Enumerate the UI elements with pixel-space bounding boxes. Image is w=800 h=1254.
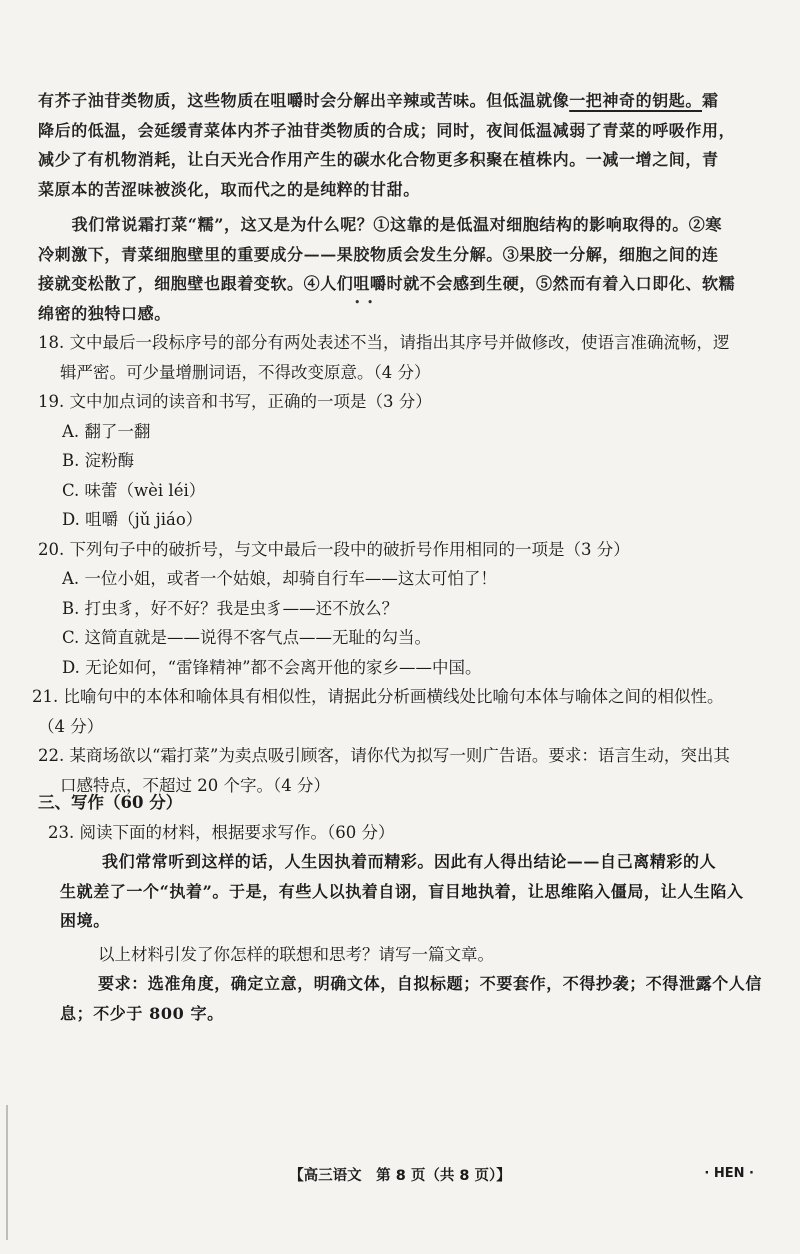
question-21 <box>32 682 770 741</box>
passage-line: 菜原本的苦涩味被淡化，取而代之的是纯粹的甘甜。 <box>38 179 420 199</box>
option: D. 无论如何，“雷锋精神”都不会离开他的家乡——中国。 <box>62 657 482 677</box>
question-20 <box>38 535 770 683</box>
exam-code: · HEN · <box>704 1166 754 1181</box>
writing-prompt: 以上材料引发了你怎样的联想和思考？请写一篇文章。 <box>98 944 494 964</box>
questions-section <box>32 328 770 800</box>
requirement-line: 息；不少于 800 字。 <box>60 1003 224 1023</box>
option: A. 翻了一翻 <box>62 421 151 441</box>
passage-line: 绵密的独特口感。 <box>38 303 171 323</box>
option: C. 这简直就是——说得不客气点——无耻的勾当。 <box>62 628 432 647</box>
material-line: 困境。 <box>60 911 110 930</box>
passage-line <box>38 269 770 299</box>
dotted-word: 咀嚼 • • <box>353 274 386 293</box>
question-text: 20. 下列句子中的破折号，与文中最后一段中的破折号作用相同的一项是（3 分） <box>38 539 630 559</box>
writing-section <box>38 788 770 1028</box>
passage-line: 冷刺激下，青菜细胞壁里的重要成分——果胶物质会发生分解。③果胶一分解，细胞之间的连 <box>38 244 719 264</box>
reading-passage <box>38 86 770 328</box>
writing-requirements <box>38 969 770 1028</box>
passage-text: 接就变松散了，细胞壁也跟着变软。④人们 <box>38 274 354 293</box>
option: D. 咀嚼（jǔ jiáo） <box>62 510 203 529</box>
question-text: 21. 比喻句中的本体和喻体具有相似性，请据此分析画横线处比喻句本体与喻体之间的相似性。 <box>32 687 724 706</box>
option: B. 打虫豸，好不好？我是虫豸——还不放么？ <box>62 598 399 618</box>
material-line: 我们常常听到这样的话，人生因执着而精彩。因此有人得出结论——自己离精彩的人 <box>102 852 717 871</box>
underlined-metaphor: 一把神奇的钥匙。 <box>569 91 703 110</box>
question-text: 口感特点，不超过 20 个字。（4 分） <box>60 775 330 795</box>
section-title: 三、写作（60 分） <box>38 793 183 812</box>
option: B. 淀粉酶 <box>62 451 135 470</box>
question-text: （4 分） <box>38 716 104 736</box>
question-text: 22. 某商场欲以“霜打菜”为卖点吸引顾客，请你代为拟写一则广告语。要求：语言生动，突出其 <box>38 746 730 765</box>
question-text: 19. 文中加点词的读音和书写，正确的一项是（3 分） <box>38 392 432 411</box>
passage-text: 霜 <box>702 91 719 110</box>
option: C. 味蕾（wèi léi） <box>62 480 206 500</box>
requirement-line: 要求：选准角度，确定立意，明确文体，自拟标题；不要套作，不得抄袭；不得泄露个人信 <box>98 974 763 993</box>
option: A. 一位小姐，或者一个姑娘，却骑自行车——这太可怕了！ <box>62 569 497 588</box>
question-23: 23. 阅读下面的材料，根据要求写作。（60 分） <box>48 822 395 842</box>
passage-text: 时就不会感到生硬，⑤然而有着入口即化、软糯 <box>386 274 736 293</box>
material-line: 生就差了一个“执着”。于是，有些人以执着自诩，盲目地执着，让思维陷入僵局，让人生陷入 <box>60 881 744 901</box>
question-text: 18. 文中最后一段标序号的部分有两处表述不当，请指出其序号并做修改，使语言准确流畅，逻 <box>38 333 730 352</box>
passage-line: 降后的低温，会延缓青菜体内芥子油苷类物质的合成；同时，夜间低温减弱了青菜的呼吸作用， <box>38 120 736 140</box>
passage-line: 减少了有机物消耗，让白天光合作用产生的碳水化合物更多积聚在植株内。一减一增之间，青 <box>38 150 719 169</box>
passage-text: 有芥子油苷类物质，这些物质在咀嚼时会分解出辛辣或苦味。但低温就像 <box>38 91 570 110</box>
writing-material <box>38 847 770 936</box>
question-19 <box>38 387 770 535</box>
question-text: 辑严密。可少量增删词语，不得改变原意。（4 分） <box>60 362 431 382</box>
passage-line <box>38 86 770 116</box>
page-footer: 【高三语文 第 8 页（共 8 页）】 <box>289 1168 511 1184</box>
question-18 <box>38 328 770 387</box>
passage-line: 我们常说霜打菜“糯”，这又是为什么呢？①这靠的是低温对细胞结构的影响取得的。②寒 <box>71 215 723 234</box>
